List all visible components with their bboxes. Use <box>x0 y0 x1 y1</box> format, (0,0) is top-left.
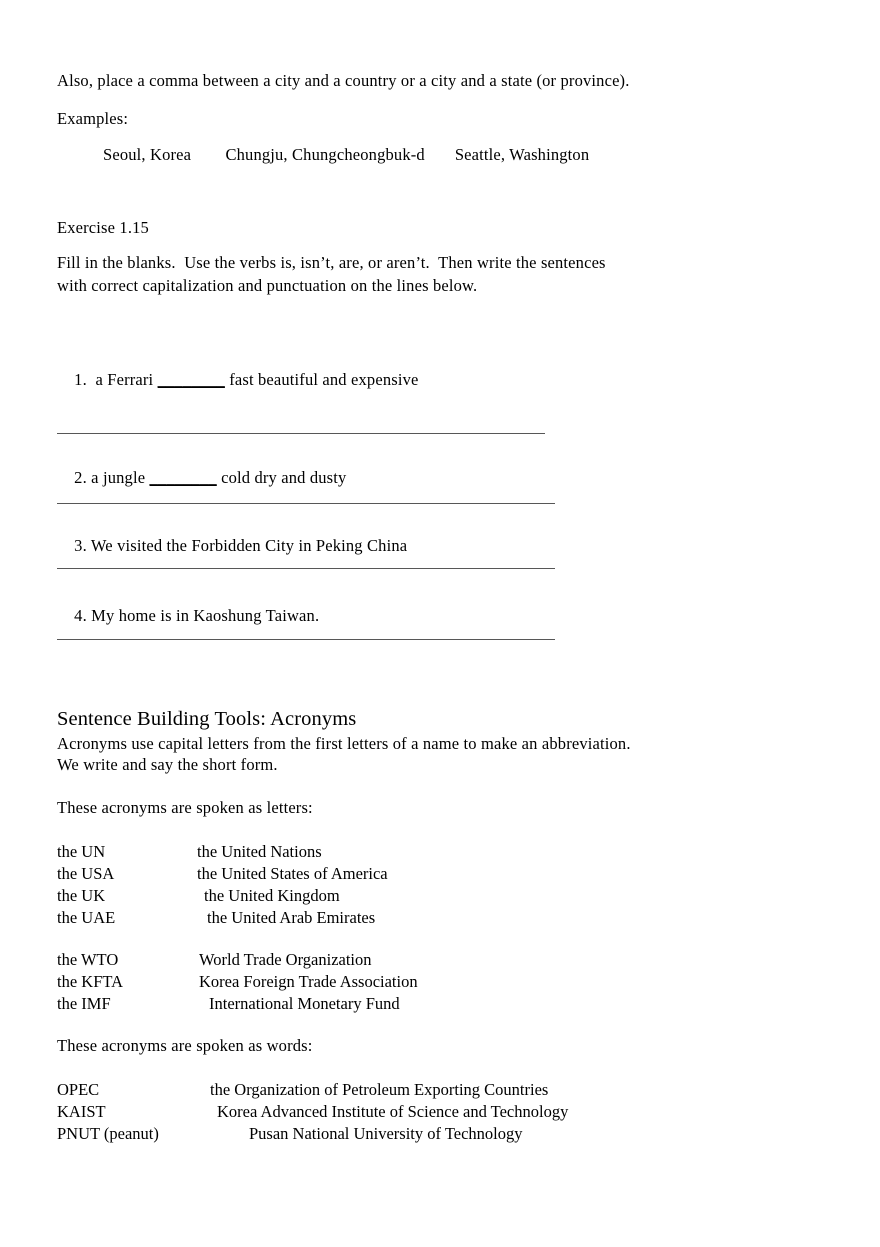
question-item-1 <box>57 346 418 414</box>
intro-paragraph: Also, place a comma between a city and a country or a city and a state (or province). <box>57 71 630 90</box>
spoken-as-letters-label: These acronyms are spoken as letters: <box>57 798 313 817</box>
answer-line-2[interactable] <box>57 503 555 504</box>
exercise-instructions: Fill in the blanks. Use the verbs is, isn’t, are, or aren’t. Then write the sentences with correct capitalization and punctuation on the lines below. <box>57 253 610 295</box>
acronym-definition: Pusan National University of Technology <box>249 1124 523 1143</box>
examples-row: Seoul, Korea Chungju, Chungcheongbuk-d Seattle, Washington <box>103 145 590 164</box>
acronym-term: the USA <box>57 864 115 883</box>
acronym-definition: World Trade Organization <box>199 950 372 969</box>
acronym-row <box>57 907 557 929</box>
exercise-title: Exercise 1.15 <box>57 218 149 237</box>
acronym-term: the UK <box>57 886 106 905</box>
acronym-term: KAIST <box>57 1102 106 1121</box>
question-2-text-after: cold dry and dusty <box>216 467 347 487</box>
question-4-text-before: My home is in Kaoshung Taiwan. <box>86 605 320 625</box>
acronym-term: the UAE <box>57 908 116 927</box>
question-2-number: 2. <box>74 467 87 487</box>
acronym-definition: the United Kingdom <box>204 886 340 905</box>
acronym-row <box>57 863 557 885</box>
question-1-number: 1. <box>74 369 87 389</box>
acronyms-heading: Sentence Building Tools: Acronyms <box>57 708 357 730</box>
question-1-text-after: fast beautiful and expensive <box>224 369 419 389</box>
acronym-row <box>57 993 557 1015</box>
acronym-term: PNUT (peanut) <box>57 1124 159 1143</box>
acronym-row <box>57 949 557 971</box>
acronym-row <box>57 971 557 993</box>
answer-line-3[interactable] <box>57 568 555 569</box>
question-4-number: 4. <box>74 605 87 625</box>
acronym-definition: Korea Advanced Institute of Science and Technology <box>217 1102 569 1121</box>
question-3-text-before: We visited the Forbidden City in Peking China <box>86 535 408 555</box>
question-1-text-before: a Ferrari <box>86 369 158 389</box>
spoken-as-words-label: These acronyms are spoken as words: <box>57 1036 313 1055</box>
question-2-text-before: a jungle <box>86 467 150 487</box>
acronym-term: OPEC <box>57 1080 100 1099</box>
acronym-definition: the United Arab Emirates <box>207 908 376 927</box>
question-item-2 <box>57 444 346 512</box>
acronym-definition: the Organization of Petroleum Exporting Countries <box>210 1080 549 1099</box>
acronym-term: the IMF <box>57 994 111 1013</box>
question-1-blank[interactable]: ________ <box>157 369 225 389</box>
acronym-term: the UN <box>57 842 106 861</box>
question-3-number: 3. <box>74 535 87 555</box>
acronym-definition: the United Nations <box>197 842 322 861</box>
acronym-row <box>57 885 557 907</box>
acronym-row <box>57 1123 617 1145</box>
question-item-3 <box>57 512 407 580</box>
acronym-row <box>57 1101 617 1123</box>
acronym-definition: Korea Foreign Trade Association <box>199 972 418 991</box>
acronym-row <box>57 841 557 863</box>
acronym-definition: International Monetary Fund <box>209 994 400 1013</box>
question-2-blank[interactable]: ________ <box>149 467 217 487</box>
acronyms-description-line-1: Acronyms use capital letters from the first letters of a name to make an abbreviation. <box>57 734 631 753</box>
examples-label: Examples: <box>57 109 129 128</box>
acronyms-description-line-2: We write and say the short form. <box>57 755 278 774</box>
acronym-term: the KFTA <box>57 972 124 991</box>
acronym-row <box>57 1079 617 1101</box>
answer-line-1[interactable] <box>57 433 545 434</box>
answer-line-4[interactable] <box>57 639 555 640</box>
acronym-term: the WTO <box>57 950 119 969</box>
acronym-definition: the United States of America <box>197 864 388 883</box>
